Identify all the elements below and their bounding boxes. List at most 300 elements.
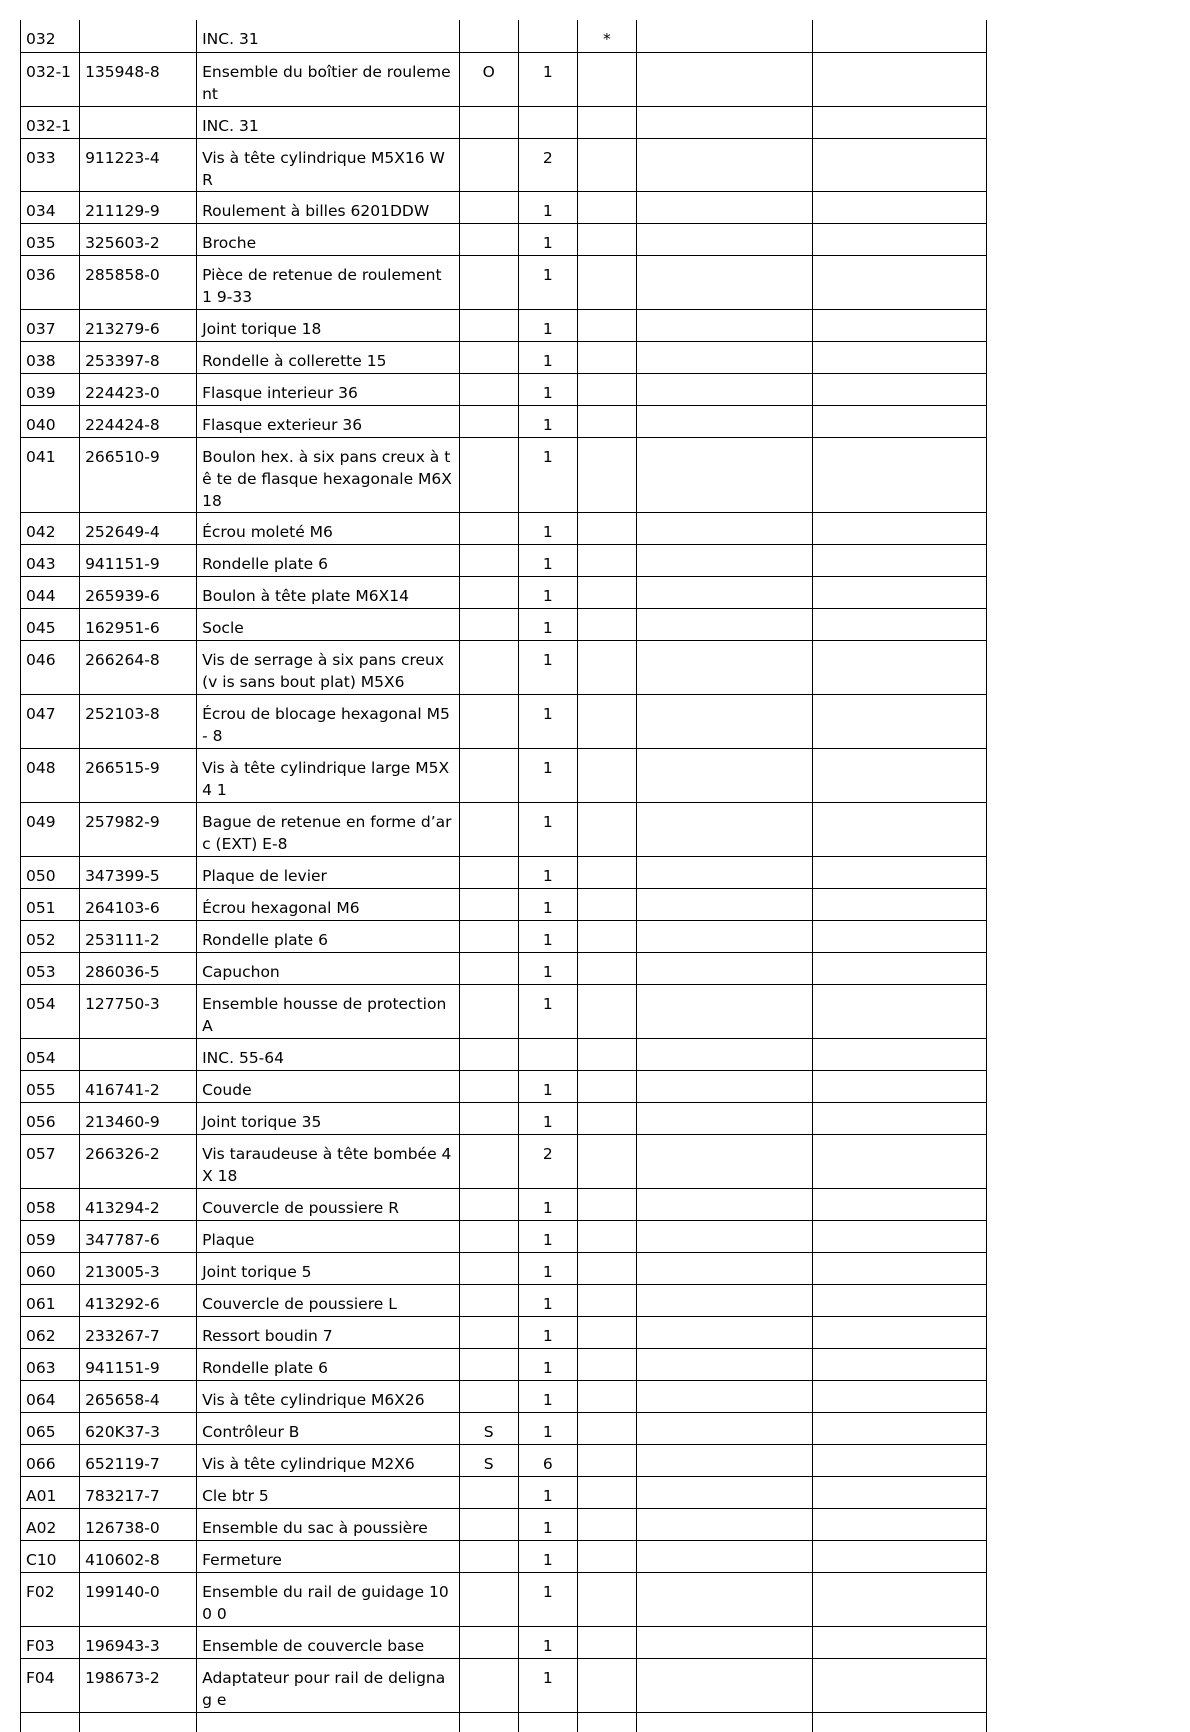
part-no-cell: 233267-7 xyxy=(80,1316,197,1348)
blank-cell xyxy=(80,1712,197,1732)
type-cell: S xyxy=(459,1412,518,1444)
table-row xyxy=(21,576,987,608)
description-cell: Ensemble housse de protection A xyxy=(197,984,460,1038)
ref-no-cell: 053 xyxy=(21,952,80,984)
qty-cell xyxy=(518,1038,577,1070)
table-row xyxy=(21,223,987,255)
description-cell: Bague de retenue en forme d’arc (EXT) E-8 xyxy=(197,802,460,856)
note-cell xyxy=(577,255,636,309)
note-cell xyxy=(577,1252,636,1284)
ref-no-cell: 057 xyxy=(21,1134,80,1188)
type-cell xyxy=(459,1508,518,1540)
description-cell: Écrou de blocage hexagonal M5- 8 xyxy=(197,694,460,748)
ref-no-cell: 036 xyxy=(21,255,80,309)
qty-cell: 1 xyxy=(518,1284,577,1316)
table-row xyxy=(21,1412,987,1444)
blank-cell xyxy=(812,1188,986,1220)
description-cell: Joint torique 5 xyxy=(197,1252,460,1284)
part-no-cell: 213460-9 xyxy=(80,1102,197,1134)
note-cell xyxy=(577,373,636,405)
table-row xyxy=(21,640,987,694)
table-row xyxy=(21,694,987,748)
blank-cell xyxy=(812,1284,986,1316)
blank-cell xyxy=(636,223,812,255)
qty-cell: 1 xyxy=(518,1070,577,1102)
note-cell xyxy=(577,888,636,920)
note-cell xyxy=(577,1412,636,1444)
type-cell xyxy=(459,920,518,952)
ref-no-cell: 034 xyxy=(21,191,80,223)
part-no-cell: 162951-6 xyxy=(80,608,197,640)
ref-no-cell: 051 xyxy=(21,888,80,920)
type-cell xyxy=(459,512,518,544)
blank-cell xyxy=(812,856,986,888)
type-cell xyxy=(459,1188,518,1220)
qty-cell: 1 xyxy=(518,984,577,1038)
table-row xyxy=(21,1508,987,1540)
description-cell: Broche xyxy=(197,223,460,255)
table-row xyxy=(21,1134,987,1188)
note-cell xyxy=(577,1626,636,1658)
ref-no-cell: F04 xyxy=(21,1658,80,1712)
qty-cell: 1 xyxy=(518,255,577,309)
description-cell: Boulon à tête plate M6X14 xyxy=(197,576,460,608)
ref-no-cell: 032-1 xyxy=(21,106,80,138)
description-cell: Rondelle plate 6 xyxy=(197,544,460,576)
blank-cell xyxy=(636,1444,812,1476)
blank-cell xyxy=(812,309,986,341)
blank-cell xyxy=(636,640,812,694)
ref-no-cell: C10 xyxy=(21,1540,80,1572)
part-no-cell: 252649-4 xyxy=(80,512,197,544)
blank-cell xyxy=(636,952,812,984)
table-row xyxy=(21,255,987,309)
blank-cell xyxy=(636,437,812,512)
qty-cell: 2 xyxy=(518,1134,577,1188)
blank-cell xyxy=(636,1070,812,1102)
part-no-cell: 135948-8 xyxy=(80,52,197,106)
blank-cell xyxy=(636,405,812,437)
ref-no-cell: 054 xyxy=(21,984,80,1038)
note-cell xyxy=(577,309,636,341)
type-cell xyxy=(459,952,518,984)
type-cell xyxy=(459,191,518,223)
qty-cell: 2 xyxy=(518,138,577,191)
qty-cell: 1 xyxy=(518,341,577,373)
qty-cell: 1 xyxy=(518,1188,577,1220)
ref-no-cell: F03 xyxy=(21,1626,80,1658)
blank-cell xyxy=(812,1070,986,1102)
type-cell xyxy=(459,748,518,802)
qty-cell: 1 xyxy=(518,694,577,748)
blank-cell xyxy=(636,802,812,856)
blank-cell xyxy=(812,1134,986,1188)
part-no-cell: 198673-2 xyxy=(80,1658,197,1712)
note-cell xyxy=(577,1134,636,1188)
note-cell xyxy=(577,191,636,223)
part-no-cell: 127750-3 xyxy=(80,984,197,1038)
qty-cell: 1 xyxy=(518,802,577,856)
blank-cell xyxy=(812,512,986,544)
blank-cell xyxy=(812,1348,986,1380)
description-cell: Couvercle de poussiere R xyxy=(197,1188,460,1220)
description-cell: Joint torique 18 xyxy=(197,309,460,341)
part-no-cell: 285858-0 xyxy=(80,255,197,309)
blank-cell xyxy=(636,1134,812,1188)
table-row xyxy=(21,512,987,544)
blank-cell xyxy=(636,1348,812,1380)
blank-cell xyxy=(636,888,812,920)
blank-cell xyxy=(459,1712,518,1732)
table-row xyxy=(21,1380,987,1412)
table-row xyxy=(21,1284,987,1316)
table-row xyxy=(21,608,987,640)
part-no-cell xyxy=(80,20,197,52)
description-cell: Rondelle plate 6 xyxy=(197,1348,460,1380)
part-no-cell: 416741-2 xyxy=(80,1070,197,1102)
table-row xyxy=(21,1444,987,1476)
qty-cell: 1 xyxy=(518,640,577,694)
table-row xyxy=(21,748,987,802)
note-cell xyxy=(577,544,636,576)
ref-no-cell: 054 xyxy=(21,1038,80,1070)
blank-cell xyxy=(636,1412,812,1444)
table-row xyxy=(21,920,987,952)
blank-cell xyxy=(812,1540,986,1572)
part-no-cell xyxy=(80,1038,197,1070)
blank-cell xyxy=(812,1476,986,1508)
qty-cell: 1 xyxy=(518,1412,577,1444)
note-cell xyxy=(577,1572,636,1626)
part-no-cell: 265939-6 xyxy=(80,576,197,608)
blank-cell xyxy=(636,1380,812,1412)
blank-cell xyxy=(812,1380,986,1412)
part-no-cell: 413294-2 xyxy=(80,1188,197,1220)
description-cell: Flasque interieur 36 xyxy=(197,373,460,405)
note-cell xyxy=(577,1316,636,1348)
qty-cell: 1 xyxy=(518,920,577,952)
qty-cell: 1 xyxy=(518,1348,577,1380)
type-cell xyxy=(459,1284,518,1316)
table-row xyxy=(21,952,987,984)
part-no-cell: 213005-3 xyxy=(80,1252,197,1284)
type-cell xyxy=(459,437,518,512)
blank-cell xyxy=(812,437,986,512)
type-cell xyxy=(459,223,518,255)
description-cell: Vis à tête cylindrique large M5X4 1 xyxy=(197,748,460,802)
note-cell xyxy=(577,984,636,1038)
note-cell xyxy=(577,223,636,255)
description-cell: Rondelle à collerette 15 xyxy=(197,341,460,373)
description-cell: Flasque exterieur 36 xyxy=(197,405,460,437)
blank-cell xyxy=(812,138,986,191)
note-cell xyxy=(577,1658,636,1712)
qty-cell: 1 xyxy=(518,1508,577,1540)
blank-cell xyxy=(812,1444,986,1476)
blank-cell xyxy=(197,1712,460,1732)
qty-cell: 1 xyxy=(518,1540,577,1572)
table-row xyxy=(21,1348,987,1380)
note-cell: * xyxy=(577,20,636,52)
table-row xyxy=(21,1070,987,1102)
part-no-cell: 410602-8 xyxy=(80,1540,197,1572)
table-row xyxy=(21,888,987,920)
ref-no-cell: 066 xyxy=(21,1444,80,1476)
type-cell xyxy=(459,405,518,437)
qty-cell: 1 xyxy=(518,1252,577,1284)
ref-no-cell: 041 xyxy=(21,437,80,512)
note-cell xyxy=(577,920,636,952)
note-cell xyxy=(577,608,636,640)
blank-cell xyxy=(636,1572,812,1626)
part-no-cell: 196943-3 xyxy=(80,1626,197,1658)
ref-no-cell: 044 xyxy=(21,576,80,608)
part-no-cell: 224423-0 xyxy=(80,373,197,405)
description-cell: INC. 31 xyxy=(197,106,460,138)
blank-cell xyxy=(636,856,812,888)
table-row xyxy=(21,1220,987,1252)
qty-cell: 1 xyxy=(518,1380,577,1412)
blank-cell xyxy=(21,1712,80,1732)
qty-cell: 1 xyxy=(518,405,577,437)
part-no-cell: 126738-0 xyxy=(80,1508,197,1540)
description-cell: Contrôleur B xyxy=(197,1412,460,1444)
blank-cell xyxy=(636,52,812,106)
description-cell: Ensemble du boîtier de rouleme nt xyxy=(197,52,460,106)
type-cell xyxy=(459,20,518,52)
blank-cell xyxy=(812,1712,986,1732)
note-cell xyxy=(577,1102,636,1134)
parts-table xyxy=(20,20,987,1732)
part-no-cell xyxy=(80,106,197,138)
type-cell xyxy=(459,1380,518,1412)
description-cell: Ressort boudin 7 xyxy=(197,1316,460,1348)
note-cell xyxy=(577,1284,636,1316)
part-no-cell: 265658-4 xyxy=(80,1380,197,1412)
qty-cell: 1 xyxy=(518,748,577,802)
ref-no-cell: 048 xyxy=(21,748,80,802)
part-no-cell: 652119-7 xyxy=(80,1444,197,1476)
type-cell xyxy=(459,1476,518,1508)
part-no-cell: 266510-9 xyxy=(80,437,197,512)
ref-no-cell: 032-1 xyxy=(21,52,80,106)
qty-cell: 1 xyxy=(518,309,577,341)
blank-cell xyxy=(812,373,986,405)
table-row xyxy=(21,856,987,888)
blank-cell xyxy=(812,1038,986,1070)
description-cell: Ensemble de couvercle base xyxy=(197,1626,460,1658)
blank-cell xyxy=(636,512,812,544)
blank-cell xyxy=(812,106,986,138)
blank-cell xyxy=(636,1658,812,1712)
description-cell: Socle xyxy=(197,608,460,640)
blank-cell xyxy=(812,1252,986,1284)
blank-cell xyxy=(636,1712,812,1732)
table-row xyxy=(21,106,987,138)
qty-cell: 1 xyxy=(518,1316,577,1348)
blank-cell xyxy=(636,1102,812,1134)
blank-cell xyxy=(812,1658,986,1712)
blank-cell xyxy=(636,1188,812,1220)
description-cell: Ensemble du sac à poussière xyxy=(197,1508,460,1540)
type-cell xyxy=(459,1070,518,1102)
blank-cell xyxy=(636,341,812,373)
blank-cell xyxy=(636,255,812,309)
part-no-cell: 252103-8 xyxy=(80,694,197,748)
blank-cell xyxy=(636,191,812,223)
type-cell xyxy=(459,1038,518,1070)
note-cell xyxy=(577,1188,636,1220)
description-cell: Plaque de levier xyxy=(197,856,460,888)
type-cell xyxy=(459,341,518,373)
ref-no-cell: 052 xyxy=(21,920,80,952)
note-cell xyxy=(577,694,636,748)
note-cell xyxy=(577,106,636,138)
type-cell xyxy=(459,1102,518,1134)
blank-cell xyxy=(636,1508,812,1540)
blank-cell xyxy=(812,191,986,223)
blank-cell xyxy=(518,1712,577,1732)
description-cell: Vis de serrage à six pans creux (v is sans bout plat) M5X6 xyxy=(197,640,460,694)
ref-no-cell: F02 xyxy=(21,1572,80,1626)
blank-cell xyxy=(636,544,812,576)
description-cell: Ensemble du rail de guidage 100 0 xyxy=(197,1572,460,1626)
ref-no-cell: 049 xyxy=(21,802,80,856)
qty-cell: 1 xyxy=(518,52,577,106)
qty-cell: 1 xyxy=(518,576,577,608)
blank-cell xyxy=(636,309,812,341)
type-cell: O xyxy=(459,52,518,106)
part-no-cell: 286036-5 xyxy=(80,952,197,984)
blank-cell xyxy=(636,20,812,52)
blank-cell xyxy=(636,1316,812,1348)
type-cell xyxy=(459,640,518,694)
table-row xyxy=(21,20,987,52)
blank-cell xyxy=(812,952,986,984)
part-no-cell: 257982-9 xyxy=(80,802,197,856)
table-row xyxy=(21,1102,987,1134)
blank-cell xyxy=(812,576,986,608)
type-cell xyxy=(459,576,518,608)
description-cell: INC. 55-64 xyxy=(197,1038,460,1070)
table-row xyxy=(21,138,987,191)
blank-cell xyxy=(812,255,986,309)
type-cell xyxy=(459,1316,518,1348)
blank-cell xyxy=(636,1476,812,1508)
blank-cell xyxy=(812,544,986,576)
type-cell xyxy=(459,373,518,405)
note-cell xyxy=(577,1540,636,1572)
ref-no-cell: 055 xyxy=(21,1070,80,1102)
ref-no-cell: 035 xyxy=(21,223,80,255)
blank-cell xyxy=(812,52,986,106)
note-cell xyxy=(577,952,636,984)
note-cell xyxy=(577,405,636,437)
description-cell: Vis à tête cylindrique M2X6 xyxy=(197,1444,460,1476)
ref-no-cell: A02 xyxy=(21,1508,80,1540)
description-cell: Roulement à billes 6201DDW xyxy=(197,191,460,223)
type-cell xyxy=(459,856,518,888)
part-no-cell: 783217-7 xyxy=(80,1476,197,1508)
description-cell: INC. 31 xyxy=(197,20,460,52)
part-no-cell: 199140-0 xyxy=(80,1572,197,1626)
type-cell xyxy=(459,1134,518,1188)
qty-cell: 1 xyxy=(518,1220,577,1252)
table-row xyxy=(21,1572,987,1626)
type-cell xyxy=(459,984,518,1038)
ref-no-cell: 045 xyxy=(21,608,80,640)
note-cell xyxy=(577,1220,636,1252)
blank-cell xyxy=(577,1712,636,1732)
part-no-cell: 253397-8 xyxy=(80,341,197,373)
description-cell: Vis à tête cylindrique M5X16 WR xyxy=(197,138,460,191)
blank-cell xyxy=(812,1102,986,1134)
part-no-cell: 911223-4 xyxy=(80,138,197,191)
type-cell xyxy=(459,888,518,920)
part-no-cell: 413292-6 xyxy=(80,1284,197,1316)
blank-cell xyxy=(636,1220,812,1252)
note-cell xyxy=(577,856,636,888)
ref-no-cell: 064 xyxy=(21,1380,80,1412)
note-cell xyxy=(577,1348,636,1380)
ref-no-cell: 040 xyxy=(21,405,80,437)
description-cell: Écrou hexagonal M6 xyxy=(197,888,460,920)
description-cell: Adaptateur pour rail de delignag e xyxy=(197,1658,460,1712)
table-row xyxy=(21,1252,987,1284)
note-cell xyxy=(577,802,636,856)
ref-no-cell: A01 xyxy=(21,1476,80,1508)
blank-cell xyxy=(812,1508,986,1540)
type-cell xyxy=(459,106,518,138)
type-cell xyxy=(459,1626,518,1658)
blank-cell xyxy=(812,223,986,255)
blank-cell xyxy=(636,608,812,640)
table-row xyxy=(21,1316,987,1348)
table-row xyxy=(21,1626,987,1658)
type-cell xyxy=(459,1540,518,1572)
qty-cell: 1 xyxy=(518,191,577,223)
qty-cell: 1 xyxy=(518,608,577,640)
blank-cell xyxy=(636,373,812,405)
note-cell xyxy=(577,512,636,544)
part-no-cell: 347399-5 xyxy=(80,856,197,888)
note-cell xyxy=(577,1476,636,1508)
blank-cell xyxy=(812,405,986,437)
part-no-cell: 213279-6 xyxy=(80,309,197,341)
type-cell xyxy=(459,1252,518,1284)
qty-cell: 1 xyxy=(518,1572,577,1626)
description-cell: Boulon hex. à six pans creux à tê te de flasque hexagonale M6X18 xyxy=(197,437,460,512)
note-cell xyxy=(577,341,636,373)
table-row xyxy=(21,437,987,512)
ref-no-cell: 033 xyxy=(21,138,80,191)
ref-no-cell: 059 xyxy=(21,1220,80,1252)
qty-cell: 1 xyxy=(518,437,577,512)
part-no-cell: 264103-6 xyxy=(80,888,197,920)
type-cell xyxy=(459,309,518,341)
qty-cell xyxy=(518,20,577,52)
table-row xyxy=(21,1188,987,1220)
part-no-cell: 224424-8 xyxy=(80,405,197,437)
qty-cell: 1 xyxy=(518,512,577,544)
blank-cell xyxy=(812,920,986,952)
ref-no-cell: 056 xyxy=(21,1102,80,1134)
table-row xyxy=(21,191,987,223)
type-cell xyxy=(459,1220,518,1252)
description-cell: Couvercle de poussiere L xyxy=(197,1284,460,1316)
table-row xyxy=(21,405,987,437)
note-cell xyxy=(577,748,636,802)
